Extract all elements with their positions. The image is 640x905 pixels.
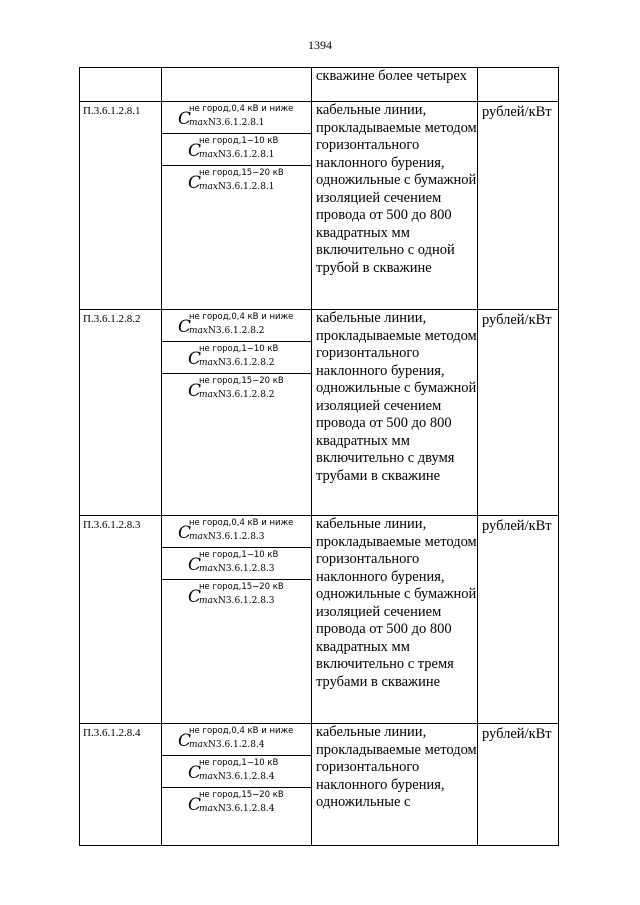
formula-subcell <box>162 342 311 374</box>
formula-superscript: не город,0,4 кВ и ниже <box>189 726 294 736</box>
formula-subscript-index: N3.6.1.2.8.2 <box>217 390 275 400</box>
item-code: П.3.6.1.2.8.3 <box>83 519 141 531</box>
formula-symbol: C <box>188 173 202 193</box>
formula-superscript: не город,1−10 кВ <box>199 550 279 560</box>
table-row-continuation <box>80 68 559 102</box>
code-cell <box>80 102 162 310</box>
item-code: П.3.6.1.2.8.4 <box>83 727 141 739</box>
formula-subcell <box>162 788 311 820</box>
formula-superscript: не город,0,4 кВ и ниже <box>189 518 294 528</box>
formula-subcell <box>162 516 311 548</box>
unit-text: рублей/кВт <box>482 518 552 534</box>
formula-subcell <box>162 134 311 166</box>
table-row <box>80 724 559 846</box>
formula-subcell <box>162 166 311 198</box>
formula-subcell <box>162 310 311 342</box>
table-row <box>80 516 559 724</box>
unit-cell <box>478 724 559 846</box>
formula-superscript: не город,15−20 кВ <box>199 376 284 386</box>
formula-subscript-index: N3.6.1.2.8.4 <box>217 804 275 814</box>
formula-subscript <box>199 390 275 400</box>
formula-subscript <box>199 150 275 160</box>
formula-subscript <box>199 804 275 814</box>
formula-subscript-var: max <box>189 532 208 542</box>
formula-subscript-index: N3.6.1.2.8.2 <box>217 358 275 368</box>
formula-subscript <box>189 118 265 128</box>
unit-text: рублей/кВт <box>482 104 552 120</box>
item-code: П.3.6.1.2.8.1 <box>83 105 141 117</box>
formula-subscript-index: N3.6.1.2.8.1 <box>217 182 275 192</box>
formula-symbol: C <box>188 141 202 161</box>
formula-symbol: C <box>188 795 202 815</box>
formula-subscript <box>199 182 275 192</box>
formula-subscript <box>199 564 275 574</box>
formula-superscript: не город,0,4 кВ и ниже <box>189 312 294 322</box>
formula-symbol: C <box>188 555 202 575</box>
unit-cell <box>478 102 559 310</box>
description-text: скважине более четырех <box>316 68 467 84</box>
formula-subscript <box>189 532 265 542</box>
formula-subscript <box>189 326 265 336</box>
formula-cell <box>162 68 312 102</box>
formula-superscript: не город,15−20 кВ <box>199 790 284 800</box>
formula-cell <box>162 102 312 310</box>
formula-subscript-var: max <box>199 390 218 400</box>
formula-superscript: не город,15−20 кВ <box>199 168 284 178</box>
formula-cell <box>162 310 312 516</box>
formula-subscript-index: N3.6.1.2.8.3 <box>207 532 265 542</box>
code-cell <box>80 310 162 516</box>
description-cell <box>312 724 478 846</box>
formula-subscript-index: N3.6.1.2.8.1 <box>217 150 275 160</box>
formula-symbol: C <box>188 587 202 607</box>
unit-cell <box>478 310 559 516</box>
formula-symbol: C <box>178 317 192 337</box>
formula-subscript-var: max <box>189 326 208 336</box>
description-cell <box>312 68 478 102</box>
formula-subscript-var: max <box>199 804 218 814</box>
description-cell <box>312 102 478 310</box>
page-number: 1394 <box>308 38 332 52</box>
formula-subscript-var: max <box>199 596 218 606</box>
description-text: кабельные линии, прокладываемые методом горизонтального наклонного бурения, одножильные с бумажной изоляцией сечением провода от 500 до 800 квадратных мм включительно с одной трубой в скважине <box>316 102 477 276</box>
unit-text: рублей/кВт <box>482 726 552 742</box>
table-row <box>80 310 559 516</box>
formula-cell <box>162 724 312 846</box>
formula-symbol: C <box>188 763 202 783</box>
unit-cell <box>478 68 559 102</box>
formula-superscript: не город,1−10 кВ <box>199 136 279 146</box>
formula-subscript <box>189 740 265 750</box>
description-cell <box>312 310 478 516</box>
description-text: кабельные линии, прокладываемые методом горизонтального наклонного бурения, одножильные с бумажной изоляцией сечением провода от 500 до 800 квадратных мм включительно с тремя трубами в скважине <box>316 516 477 690</box>
formula-subscript-index: N3.6.1.2.8.4 <box>217 772 275 782</box>
formula-subscript-var: max <box>189 118 208 128</box>
tariff-table <box>79 67 559 846</box>
formula-subscript-var: max <box>199 564 218 574</box>
description-text: кабельные линии, прокладываемые методом горизонтального наклонного бурения, одножильные с <box>316 724 477 810</box>
formula-symbol: C <box>178 731 192 751</box>
formula-subscript-index: N3.6.1.2.8.3 <box>217 564 275 574</box>
unit-text: рублей/кВт <box>482 312 552 328</box>
formula-subcell <box>162 724 311 756</box>
formula-subcell <box>162 102 311 134</box>
formula-superscript: не город,15−20 кВ <box>199 582 284 592</box>
formula-subscript-var: max <box>199 358 218 368</box>
formula-subscript-var: max <box>199 150 218 160</box>
formula-superscript: не город,1−10 кВ <box>199 758 279 768</box>
description-cell <box>312 516 478 724</box>
formula-subscript-index: N3.6.1.2.8.4 <box>207 740 265 750</box>
item-code: П.3.6.1.2.8.2 <box>83 313 141 325</box>
formula-superscript: не город,0,4 кВ и ниже <box>189 104 294 114</box>
code-cell <box>80 68 162 102</box>
formula-subscript-var: max <box>199 182 218 192</box>
formula-subscript <box>199 772 275 782</box>
formula-subscript-var: max <box>189 740 208 750</box>
formula-subscript <box>199 358 275 368</box>
formula-subcell <box>162 580 311 612</box>
formula-subscript-index: N3.6.1.2.8.2 <box>207 326 265 336</box>
code-cell <box>80 516 162 724</box>
formula-subcell <box>162 548 311 580</box>
formula-subscript-index: N3.6.1.2.8.1 <box>207 118 265 128</box>
formula-symbol: C <box>188 349 202 369</box>
table-row <box>80 102 559 310</box>
formula-subscript-var: max <box>199 772 218 782</box>
formula-symbol: C <box>178 109 192 129</box>
formula-subcell <box>162 756 311 788</box>
formula-symbol: C <box>188 381 202 401</box>
formula-cell <box>162 516 312 724</box>
unit-cell <box>478 516 559 724</box>
description-text: кабельные линии, прокладываемые методом горизонтального наклонного бурения, одножильные с бумажной изоляцией сечением провода от 500 до 800 квадратных мм включительно с двумя трубами в скважине <box>316 310 477 484</box>
formula-symbol: C <box>178 523 192 543</box>
formula-subcell <box>162 374 311 406</box>
table-body <box>80 68 559 846</box>
code-cell <box>80 724 162 846</box>
formula-subscript <box>199 596 275 606</box>
formula-superscript: не город,1−10 кВ <box>199 344 279 354</box>
formula-subscript-index: N3.6.1.2.8.3 <box>217 596 275 606</box>
